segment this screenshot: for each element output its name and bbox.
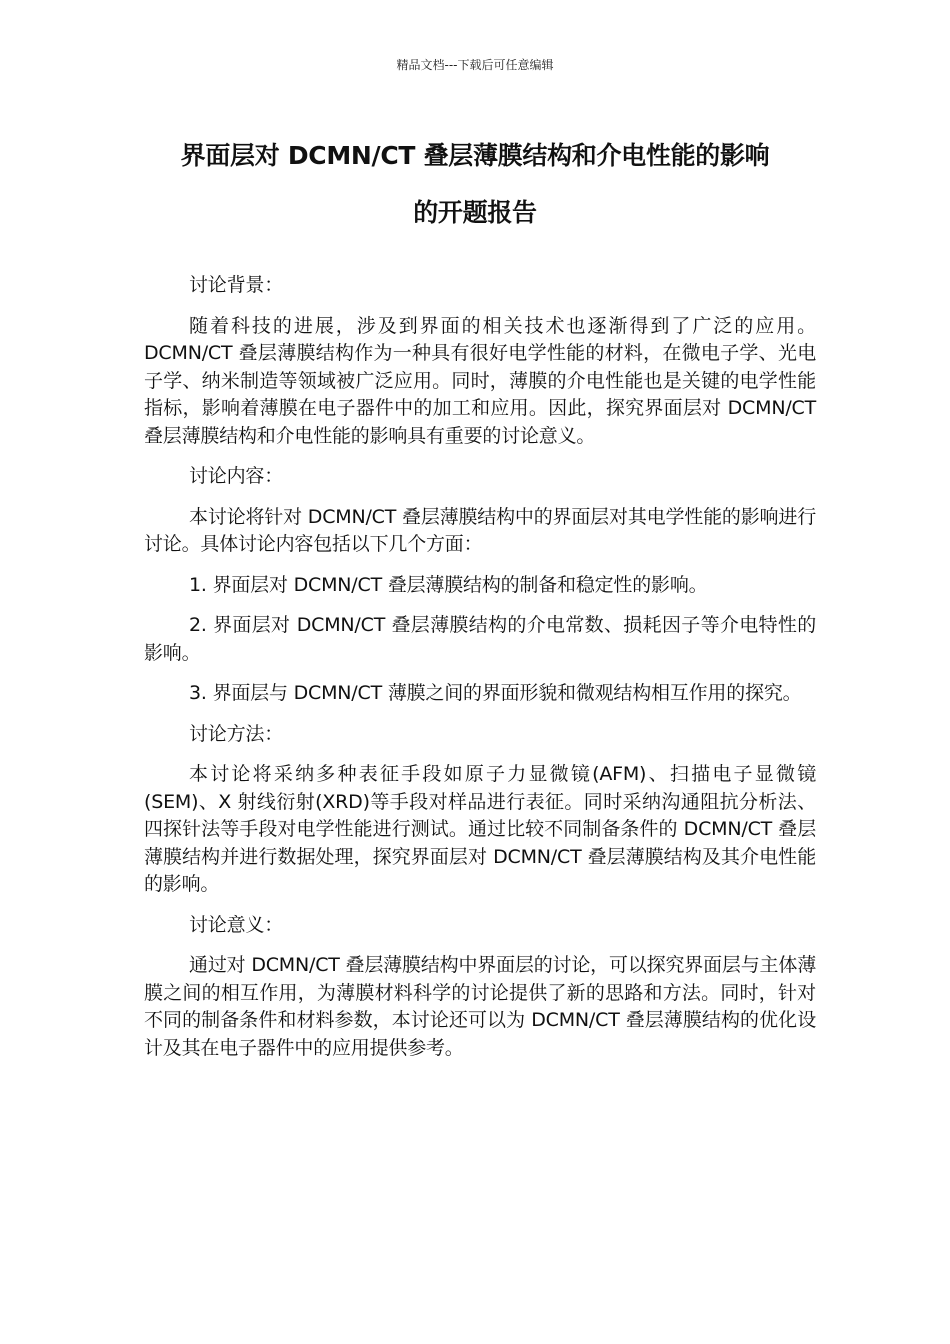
list-item-content-1: 1. 界面层对 DCMN/CT 叠层薄膜结构的制备和稳定性的影响。 bbox=[189, 573, 708, 596]
paragraph-significance: 通过对 DCMN/CT 叠层薄膜结构中界面层的讨论，可以探究界面层与主体薄膜之间的相互作用，为薄膜材料科学的讨论提供了新的思路和方法。同时，针对不同的制备条件和材料参数，本讨论还可以为 DCMN/CT 叠层薄膜结构的优化设计及其在电子器件中的应用提供参考。 bbox=[144, 954, 816, 1059]
document-title-line-1: 界面层对 DCMN/CT 叠层薄膜结构和介电性能的影响 bbox=[180, 141, 770, 170]
paragraph-background: 随着科技的进展，涉及到界面的相关技术也逐渐得到了广泛的应用。DCMN/CT 叠层薄膜结构作为一种具有很好电学性能的材料，在微电子学、光电子学、纳米制造等领域被广泛应用。同时，薄膜的介电性能也是关键的电学性能指标，影响着薄膜在电子器件中的加工和应用。因此，探究界面层对 DCMN/CT 叠层薄膜结构和介电性能的影响具有重要的讨论意义。 bbox=[144, 314, 816, 447]
document-body bbox=[144, 272, 816, 1075]
list-item-content-2: 2. 界面层对 DCMN/CT 叠层薄膜结构的介电常数、损耗因子等介电特性的影响。 bbox=[144, 614, 816, 664]
document-title-line-2: 的开题报告 bbox=[413, 198, 537, 227]
section-heading-content: 讨论内容： bbox=[189, 465, 284, 487]
section-heading-significance: 讨论意义： bbox=[189, 913, 284, 936]
section-heading-method: 讨论方法： bbox=[189, 722, 284, 745]
header-note: 精品文档---下载后可任意编辑 bbox=[396, 58, 554, 72]
section-heading-background: 讨论背景： bbox=[189, 274, 284, 296]
paragraph-content-intro: 本讨论将针对 DCMN/CT 叠层薄膜结构中的界面层对其电学性能的影响进行讨论。具体讨论内容包括以下几个方面： bbox=[144, 505, 816, 555]
list-item-content-3: 3. 界面层与 DCMN/CT 薄膜之间的界面形貌和微观结构相互作用的探究。 bbox=[189, 682, 802, 704]
paragraph-method: 本讨论将采纳多种表征手段如原子力显微镜(AFM)、扫描电子显微镜(SEM)、X 射线衍射(XRD)等手段对样品进行表征。同时采纳沟通阻抗分析法、四探针法等手段对电学性能进行测试。通过比较不同制备条件的 DCMN/CT 叠层薄膜结构并进行数据处理，探究界面层对 DCMN/CT 叠层薄膜结构及其介电性能的影响。 bbox=[144, 763, 816, 895]
